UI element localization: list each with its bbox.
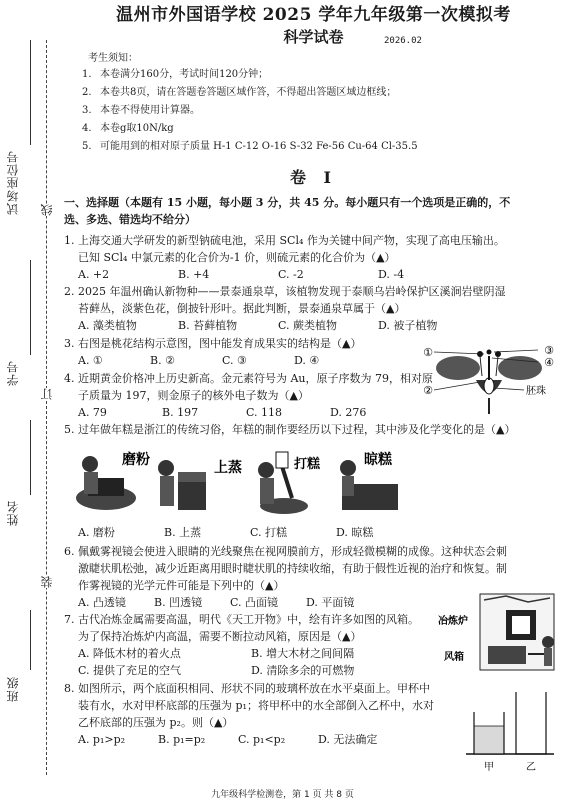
question-2 — [64, 283, 554, 334]
option-b[interactable]: B. 凹透镜 — [154, 596, 203, 609]
option-c[interactable]: C. 打糕 — [250, 526, 288, 539]
option-d[interactable]: D. 平面镜 — [306, 596, 355, 609]
line-char: 线 — [40, 204, 54, 216]
page-footer: 九年级科学检测卷，第 1 页 共 8 页 — [211, 790, 354, 800]
q8-line1: 8. 如图所示，两个底面积相同、形状不同的玻璃杯放在水平桌面上。甲杯中 — [64, 682, 430, 695]
q6-line1: 6. 佩戴雾视镜会使进入眼睛的光线聚焦在视网膜前方，形成轻微模糊的成像。这种状态会刺 — [64, 545, 507, 558]
furnace-bellows-figure — [436, 590, 558, 674]
bind-char: 装 — [40, 576, 54, 588]
q2-line1: 2. 2025 年温州确认新物种——景泰通泉草，该植物发现于泰顺乌岩岭保护区溪涧岩壁阴湿 — [64, 285, 506, 298]
student-number-label: 学号 — [6, 360, 20, 386]
petal-left — [436, 356, 480, 380]
label-ovule: 胚珠 — [526, 386, 546, 397]
option-c[interactable]: C. 提供了充足的空气 — [78, 664, 182, 677]
question-8 — [64, 680, 464, 748]
panel-drying — [340, 451, 398, 510]
ovule — [484, 378, 494, 394]
option-d[interactable]: D. 无法确定 — [318, 733, 378, 746]
option-d[interactable]: D. -4 — [378, 268, 405, 281]
panel-text-steaming: 上蒸 — [214, 460, 242, 476]
label-bellows: 风箱 — [444, 652, 464, 663]
option-c[interactable]: C. 蕨类植物 — [278, 319, 338, 332]
seat-number-blank — [30, 40, 31, 145]
stamen-right — [496, 356, 498, 376]
option-a[interactable]: A. +2 — [78, 268, 110, 281]
q4-options — [64, 404, 414, 421]
option-a[interactable]: A. ① — [78, 354, 103, 367]
panel-text-grinding: 磨粉 — [122, 452, 150, 468]
panel-text-drying: 晾糕 — [364, 452, 392, 468]
binding-margin — [0, 0, 62, 809]
q6-line2: 激睫状肌松弛，减少近距离用眼时睫状肌的持续收缩，有助于假性近视的治疗和恢复。制 — [78, 562, 507, 575]
name-label: 姓名 — [6, 500, 20, 526]
option-a[interactable]: A. p₁>p₂ — [78, 733, 126, 746]
order-char: 订 — [40, 388, 54, 400]
student-number-blank — [30, 260, 31, 355]
class-blank — [30, 610, 31, 670]
q5-line1: 5. 过年做年糕是浙江的传统习俗，年糕的制作要经历以下过程，其中涉及化学变化的是（▲） — [64, 423, 516, 436]
bellows — [488, 646, 526, 664]
q6-line3: 作雾视镜的光学元件可能是下列中的（▲） — [78, 579, 285, 592]
panel-steaming — [158, 459, 242, 510]
question-5-options — [64, 524, 554, 541]
q7-line2: 为了保持冶炼炉内高温，需要不断拉动风箱，原因是（▲） — [78, 630, 362, 643]
exam-date: 2026.02 — [384, 36, 422, 46]
note-item: 1. 本卷满分160分，考试时间120分钟； — [82, 69, 269, 80]
option-c[interactable]: C. ③ — [222, 354, 247, 367]
option-b[interactable]: B. ② — [150, 354, 175, 367]
stamen-left — [480, 356, 482, 376]
section-heading: 一、选择题（本题有 15 小题，每小题 3 分，共 45 分。每小题只有一个选项是正确的，不 选、多选、错选均不给分） — [64, 196, 511, 226]
q5-options — [64, 524, 554, 541]
label-yi: 乙 — [526, 762, 536, 773]
q3-options — [64, 352, 404, 369]
option-a[interactable]: A. 磨粉 — [78, 526, 115, 539]
volume-title: 卷 I — [289, 168, 338, 187]
exam-notes — [82, 52, 552, 158]
panel-pounding — [258, 452, 321, 514]
option-d[interactable]: D. 晾糕 — [336, 526, 374, 539]
two-cups-figure — [462, 682, 558, 776]
cup-jia-water — [474, 726, 504, 754]
question-3 — [64, 335, 404, 369]
label-3: ③ — [544, 344, 554, 357]
cup-yi — [516, 692, 546, 754]
cut-line — [46, 40, 47, 775]
option-b[interactable]: B. +4 — [178, 268, 210, 281]
option-a[interactable]: A. 藻类植物 — [78, 319, 137, 332]
q1-line1: 1. 上海交通大学研发的新型钠硫电池，采用 SCl₄ 作为关键中间产物，实现了高电压输出。 — [64, 234, 505, 247]
panel-text-pounding: 打糕 — [294, 457, 321, 472]
option-b[interactable]: B. 增大木材之间间隔 — [251, 647, 355, 660]
note-item: 3. 本卷不得使用计算器。 — [82, 105, 200, 116]
option-c[interactable]: C. -2 — [278, 268, 304, 281]
option-d[interactable]: D. 276 — [330, 406, 367, 419]
q7-options-row2 — [64, 662, 424, 679]
petal-right — [498, 356, 542, 380]
option-d[interactable]: D. ④ — [294, 354, 320, 367]
option-d[interactable]: D. 被子植物 — [378, 319, 438, 332]
peach-flower-figure — [418, 336, 562, 418]
option-b[interactable]: B. p₁=p₂ — [158, 733, 206, 746]
question-1 — [64, 232, 554, 283]
q2-line2: 苔藓丛，淡紫色花，倒披针形叶。据此判断，景泰通泉草属于（▲） — [78, 302, 406, 315]
class-label: 班级 — [6, 676, 20, 702]
question-7 — [64, 611, 424, 679]
stigma — [487, 350, 492, 355]
label-jia: 甲 — [484, 762, 494, 773]
q8-line3: 乙杯底部的压强为 p₂。则（▲） — [78, 716, 234, 729]
q3-line1: 3. 右图是桃花结构示意图，图中能发育成果实的结构是（▲） — [64, 337, 362, 350]
name-blank — [30, 420, 31, 495]
notes-heading: 考生须知： — [88, 53, 138, 64]
question-4 — [64, 370, 434, 421]
option-a[interactable]: A. 降低木材的着火点 — [78, 647, 181, 660]
q8-line2: 装有水，水对甲杯底部的压强为 p₁；将甲杯中的水全部倒入乙杯中，水对 — [78, 699, 434, 712]
option-d[interactable]: D. 清除多余的可燃物 — [251, 664, 355, 677]
exam-title: 温州市外国语学校 2025 学年九年级第一次模拟考 — [116, 5, 511, 25]
option-a[interactable]: A. 凸透镜 — [78, 596, 126, 609]
option-c[interactable]: C. 凸面镜 — [230, 596, 279, 609]
rice-cake-process-figure — [66, 442, 406, 520]
option-a[interactable]: A. 79 — [78, 406, 107, 419]
q7-line1: 7. 古代冶炼金属需要高温，明代《天工开物》中，绘有许多如图的风箱。 — [64, 613, 419, 626]
q2-options — [64, 317, 554, 334]
label-2: ② — [423, 384, 433, 397]
option-b[interactable]: B. 上蒸 — [164, 526, 202, 539]
note-item: 4. 本卷g取10N/kg — [82, 123, 174, 134]
panel-grinding — [76, 451, 150, 510]
note-item: 2. 本卷共8页，请在答题卷答题区域作答，不得超出答题区域边框线； — [82, 87, 397, 98]
q7-options-row1 — [64, 645, 424, 662]
q4-line2: 子质量为 197，则金原子的核外电子数为（▲） — [78, 389, 309, 402]
q1-options — [64, 266, 554, 283]
q8-options — [64, 731, 464, 748]
option-b[interactable]: B. 197 — [162, 406, 199, 419]
question-5 — [64, 421, 554, 438]
option-b[interactable]: B. 苔藓植物 — [178, 319, 238, 332]
q1-line2: 已知 SCl₄ 中氯元素的化合价为-1 价，则硫元素的化合价为（▲） — [78, 251, 396, 264]
label-furnace: 冶炼炉 — [438, 616, 468, 627]
label-1: ① — [423, 346, 433, 359]
option-c[interactable]: C. 118 — [246, 406, 283, 419]
option-c[interactable]: C. p₁<p₂ — [238, 733, 286, 746]
label-4: ④ — [544, 356, 554, 369]
seat-number-label: 试场座位号 — [6, 150, 20, 215]
exam-subtitle: 科学试卷 — [283, 28, 344, 46]
q4-line1: 4. 近期黄金价格冲上历史新高。金元素符号为 Au，原子序数为 79，相对原 — [64, 372, 434, 385]
note-item: 5. 可能用到的相对原子质量 H-1 C-12 O-16 S-32 Fe-56 Cu-64 Cl-35.5 — [82, 141, 418, 152]
